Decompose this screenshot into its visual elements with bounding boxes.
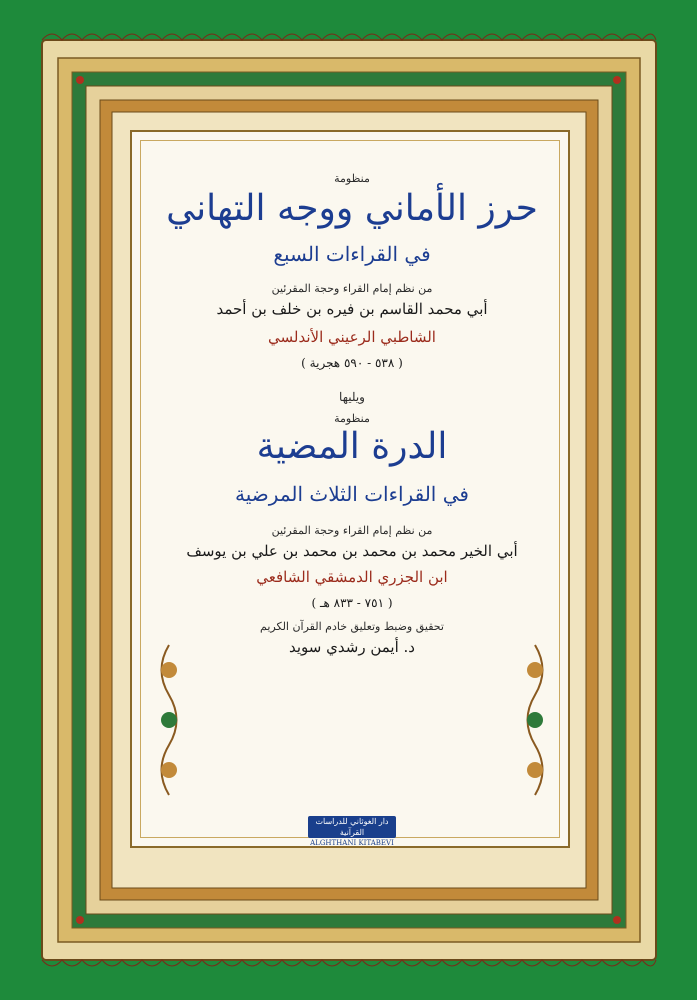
publisher-name-ar: دار الغوثاني للدراسات القرآنية bbox=[315, 817, 389, 837]
second-nisba: ابن الجزري الدمشقي الشافعي bbox=[256, 568, 448, 586]
second-label: منظومة bbox=[334, 412, 370, 425]
second-intro: من نظم إمام القراء وحجة المقرئين bbox=[271, 524, 433, 537]
right-vine-ornament bbox=[510, 640, 560, 800]
second-author: أبي الخير محمد بن محمد بن محمد بن علي بن يوسف bbox=[186, 542, 518, 560]
first-dates: ( ٥٣٨ - ٥٩٠ هجرية ) bbox=[301, 356, 403, 370]
first-nisba: الشاطبي الرعيني الأندلسي bbox=[268, 328, 436, 346]
first-author: أبي محمد القاسم بن فيره بن خلف بن أحمد bbox=[216, 300, 488, 318]
second-subtitle: في القراءات الثلاث المرضية bbox=[235, 482, 469, 506]
second-dates: ( ٧٥١ - ٨٣٣ هـ ) bbox=[311, 596, 393, 610]
first-title: حرز الأماني ووجه التهاني bbox=[166, 188, 538, 229]
publisher-name-en: ALGHTHANI KITABEVI bbox=[310, 839, 394, 847]
publisher-logo bbox=[308, 816, 396, 838]
first-label: منظومة bbox=[334, 172, 370, 185]
first-intro: من نظم إمام القراء وحجة المقرئين bbox=[271, 282, 433, 295]
second-title: الدرة المضية bbox=[256, 426, 448, 467]
connector-text: ويليها bbox=[339, 390, 365, 404]
editor-intro: تحقيق وضبط وتعليق خادم القرآن الكريم bbox=[260, 620, 444, 633]
title-panel bbox=[130, 130, 570, 848]
left-vine-ornament bbox=[144, 640, 194, 800]
first-subtitle: في القراءات السبع bbox=[273, 242, 431, 266]
editor-name: د. أيمن رشدي سويد bbox=[289, 638, 415, 656]
